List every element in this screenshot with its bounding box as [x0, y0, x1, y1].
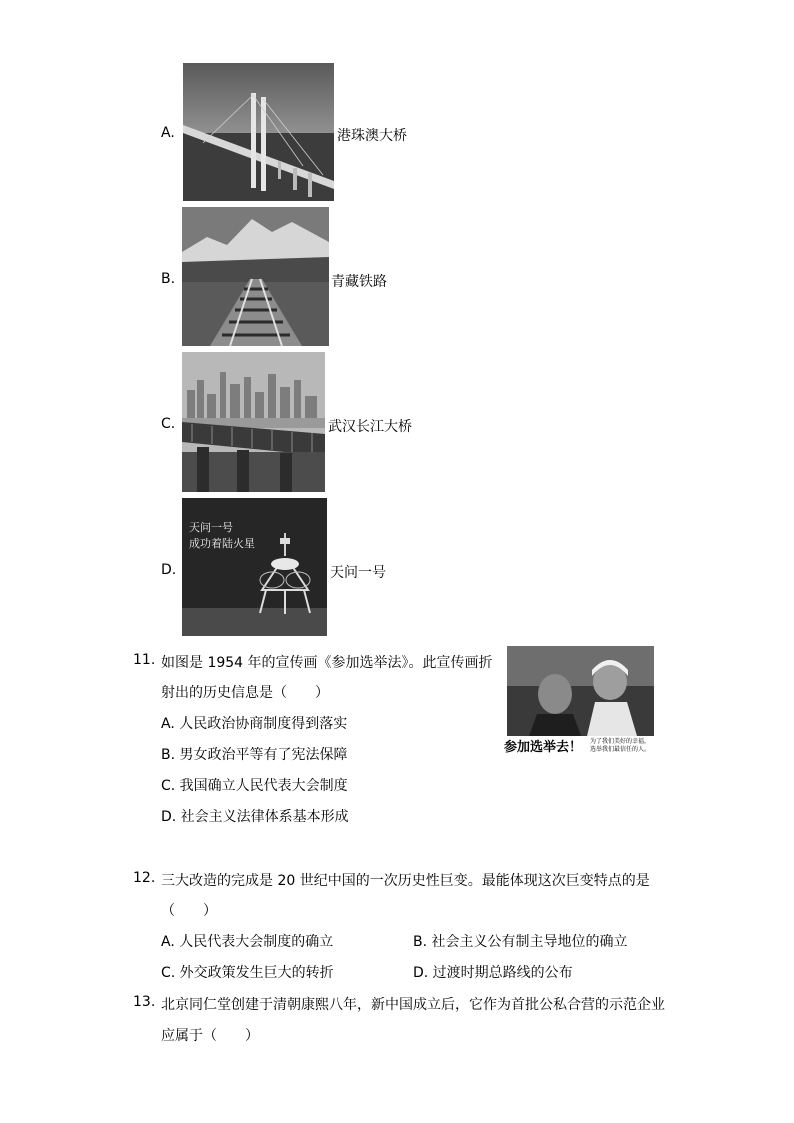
wuhan-yangtze-bridge-image [182, 352, 325, 492]
option-c-caption: 武汉长江大桥 [328, 419, 412, 435]
option-b-caption: 青藏铁路 [331, 274, 387, 290]
poster-small-line-1: 为了我们美好的幸福， [590, 738, 651, 745]
question-11-option-c: C. 我国确立人民代表大会制度 [161, 778, 348, 794]
question-11-stem-line-2: 射出的历史信息是（ ） [161, 685, 329, 701]
poster-slogan: 参加选举去！ [504, 740, 583, 755]
question-12-option-a: A. 人民代表大会制度的确立 [161, 934, 334, 950]
question-11-option-d: D. 社会主义法律体系基本形成 [161, 809, 349, 825]
tianwen-line-2: 成功着陆火星 [189, 537, 255, 550]
option-b-label: B. [161, 271, 176, 287]
option-d-caption: 天问一号 [330, 565, 386, 581]
election-poster-image [504, 646, 666, 758]
question-13-stem-line-2: 应属于（ ） [161, 1028, 259, 1044]
question-12-option-b: B. 社会主义公有制主导地位的确立 [413, 934, 628, 950]
poster-small-line-2: 选举我们最信任的人。 [590, 746, 651, 753]
question-12-stem-line-1: 三大改造的完成是 20 世纪中国的一次历史性巨变。最能体现这次巨变特点的是 [161, 873, 650, 889]
tianwen-1-image [182, 498, 327, 636]
question-11-number: 11. [133, 652, 156, 668]
option-a-label: A. [161, 125, 175, 141]
qinghai-tibet-railway-image [182, 207, 329, 346]
tianwen-line-1: 天问一号 [189, 521, 233, 534]
question-11-stem-line-1: 如图是 1954 年的宣传画《参加选举法》。此宣传画折 [161, 655, 493, 671]
option-d-label: D. [161, 562, 177, 578]
question-11-option-a: A. 人民政治协商制度得到落实 [161, 716, 348, 732]
question-11-option-b: B. 男女政治平等有了宪法保障 [161, 747, 348, 763]
option-c-label: C. [161, 416, 176, 432]
question-12-number: 12. [133, 870, 156, 886]
poster-small-text [590, 738, 650, 754]
question-13-number: 13. [133, 994, 156, 1010]
hzmb-bridge-image [183, 63, 334, 201]
question-13-stem-line-1: 北京同仁堂创建于清朝康熙八年，新中国成立后，它作为首批公私合营的示范企业 [161, 997, 665, 1013]
option-a-caption: 港珠澳大桥 [337, 128, 407, 144]
question-12-option-c: C. 外交政策发生巨大的转折 [161, 965, 334, 981]
tianwen-overlay-text [189, 520, 255, 552]
question-12-stem-line-2: （ ） [161, 903, 217, 919]
question-12-option-d: D. 过渡时期总路线的公布 [413, 965, 573, 981]
